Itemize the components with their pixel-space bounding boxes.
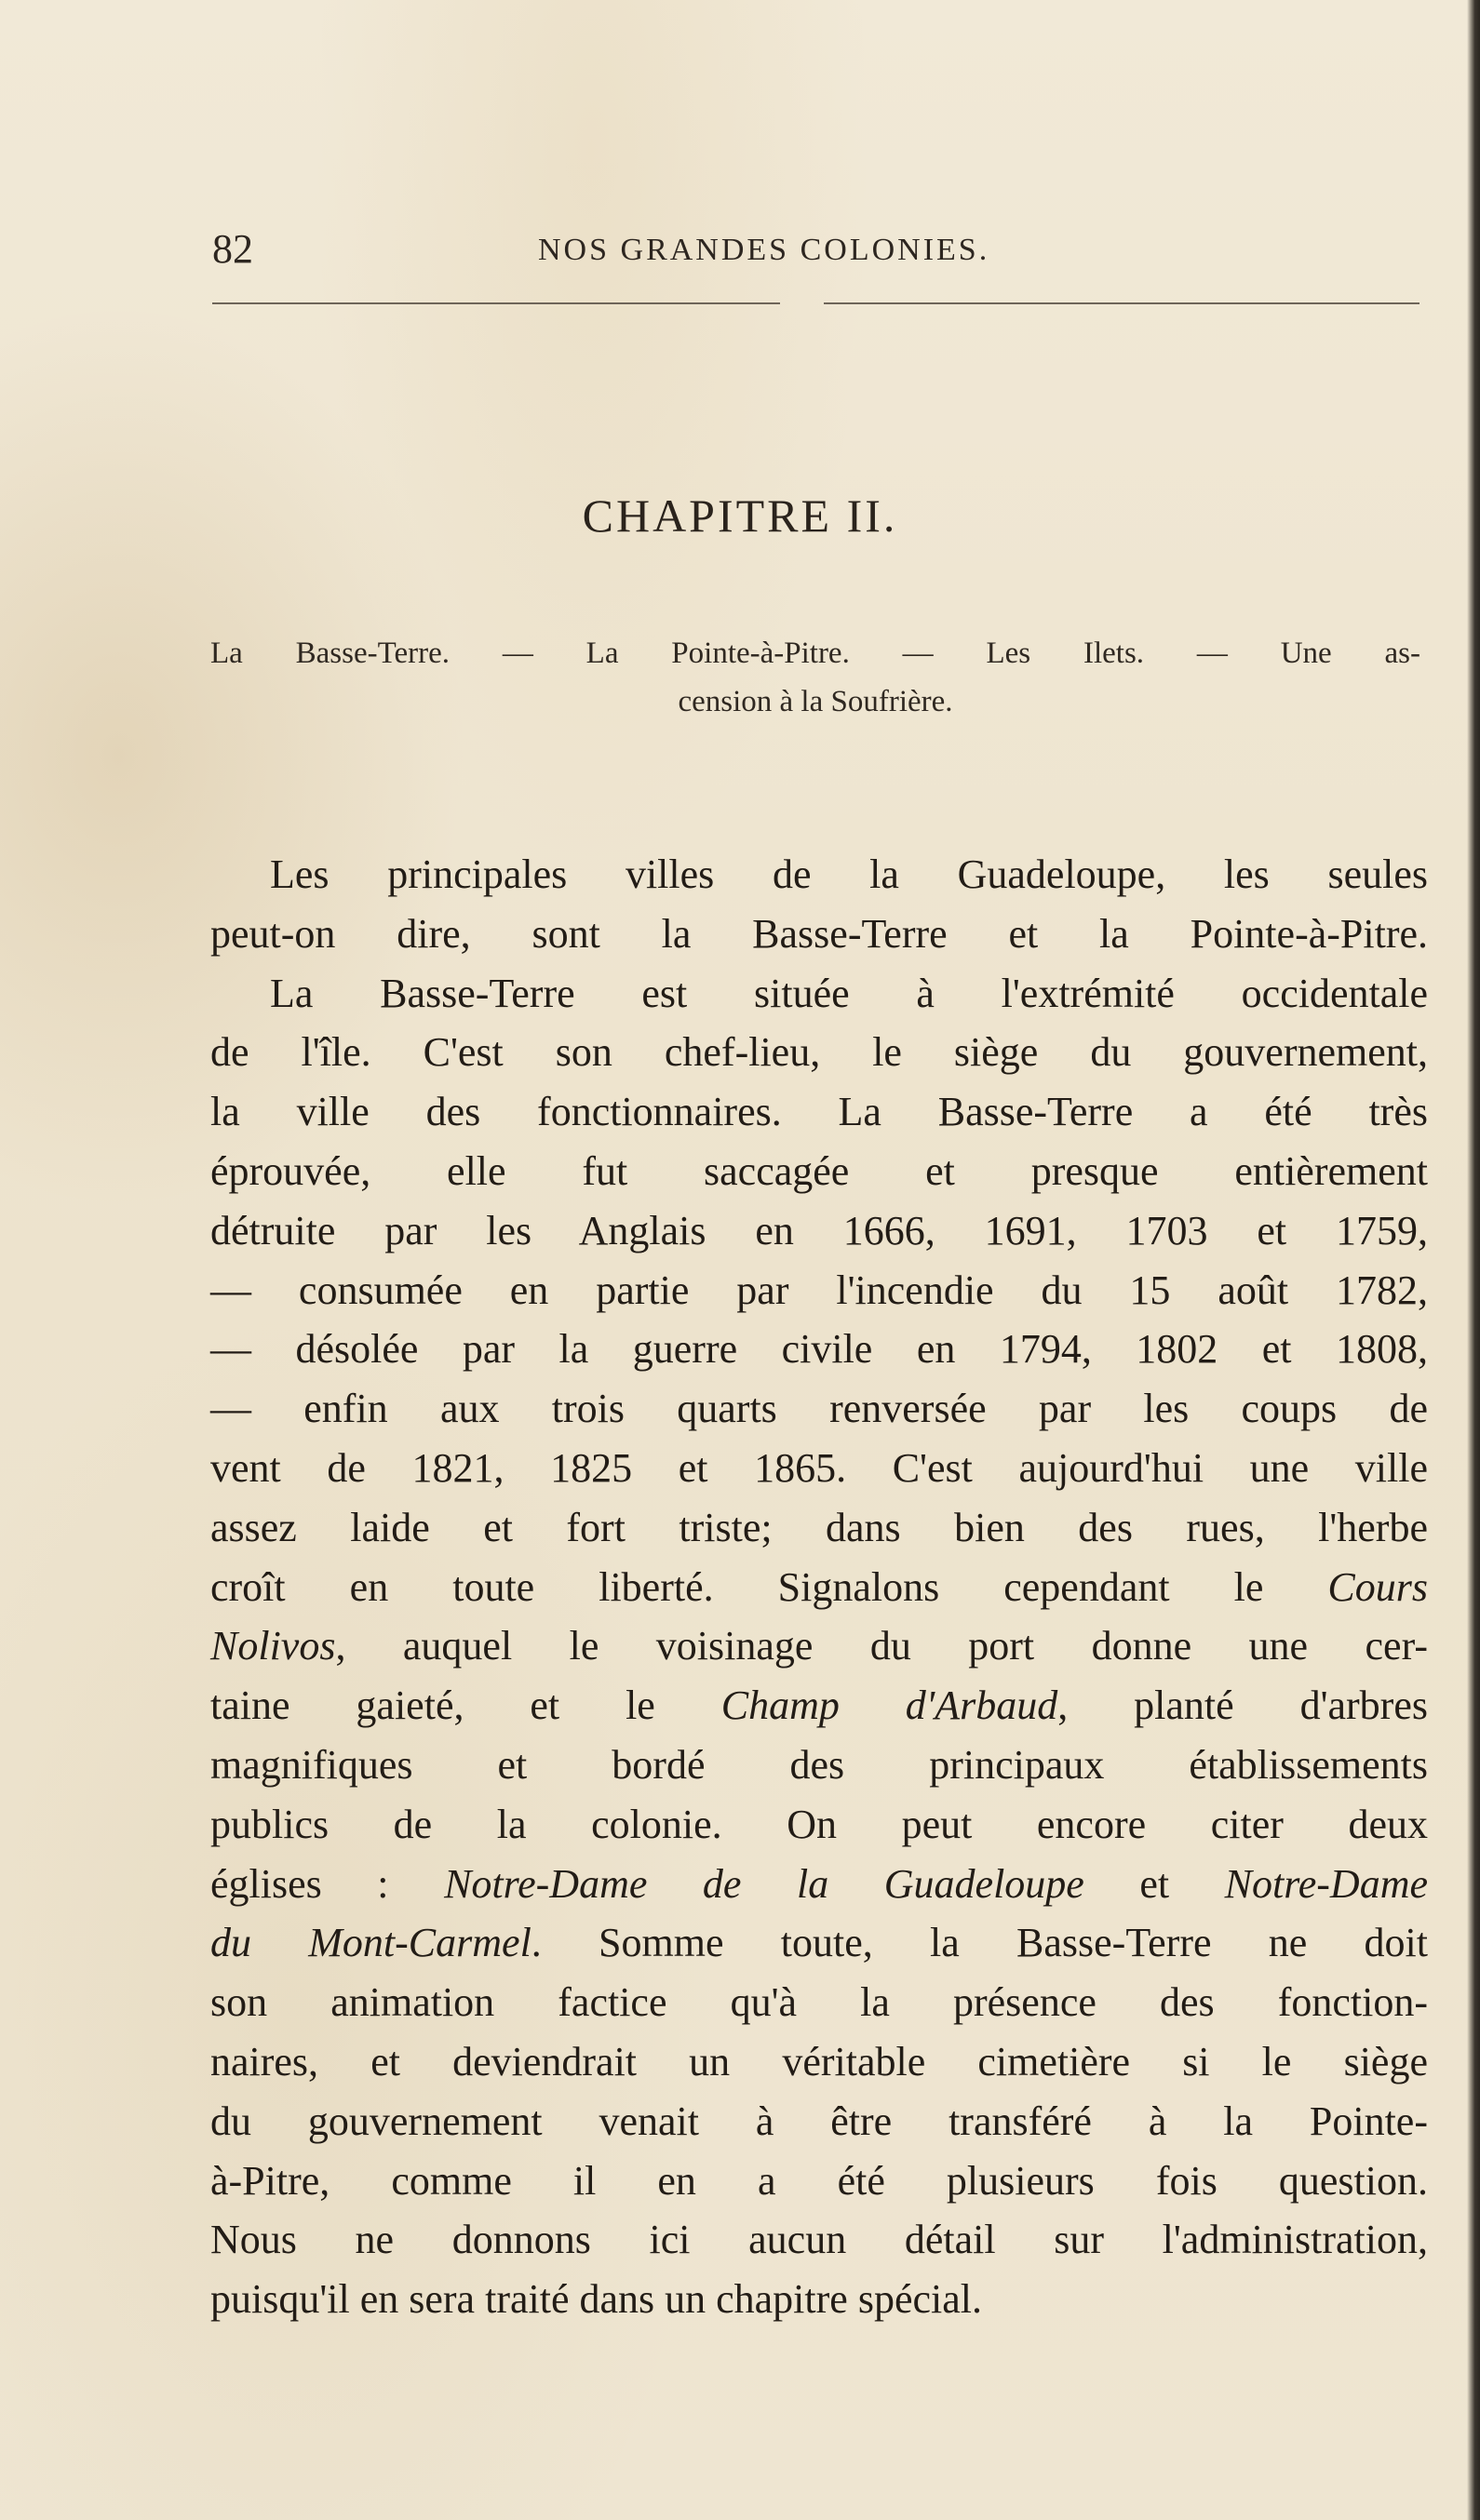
chapter-summary-line-2: cension à la Soufrière. xyxy=(678,685,953,718)
text-line: vent de 1821, 1825 et 1865. C'est aujourd'hui une ville xyxy=(210,1444,1428,1491)
text-line: Les principales villes de la Guadeloupe, les seules xyxy=(270,851,1428,897)
text-line: assez laide et fort triste; dans bien des rues, l'herbe xyxy=(210,1504,1428,1550)
text-line: églises : Notre-Dame de la Guadeloupe et Notre-Dame xyxy=(210,1860,1428,1907)
text-line: Nous ne donnons ici aucun détail sur l'administration, xyxy=(210,2217,1428,2263)
page-edge-shadow xyxy=(1467,0,1480,2520)
italic-place-name: Champ d'Arbaud xyxy=(720,1682,1058,1729)
text-line: son animation factice qu'à la présence des fonction- xyxy=(210,1979,1428,2026)
header-rule-left xyxy=(212,302,780,304)
text-line: la ville des fonctionnaires. La Basse-Terre a été très xyxy=(210,1089,1428,1135)
text-line: publics de la colonie. On peut encore citer deux xyxy=(210,1801,1428,1847)
text-line: du gouvernement venait à être transféré à la Pointe- xyxy=(210,2098,1428,2144)
text-line: — désolée par la guerre civile en 1794, 1802 et 1808, xyxy=(210,1326,1428,1373)
italic-place-name: Nolivos xyxy=(210,1623,336,1669)
italic-place-name: du Mont-Carmel xyxy=(210,1920,531,1966)
text-line: La Basse-Terre est située à l'extrémité occidentale xyxy=(270,970,1428,1016)
text-line: magnifiques et bordé des principaux établissements xyxy=(210,1741,1428,1788)
italic-place-name: Notre-Dame de la Guadeloupe xyxy=(444,1860,1084,1907)
text-line: croît en toute liberté. Signalons cependant le Cours xyxy=(210,1563,1428,1610)
running-head xyxy=(212,225,1413,281)
italic-place-name: Cours xyxy=(1327,1563,1428,1610)
chapter-summary-line-1: La Basse-Terre. — La Pointe-à-Pitre. — Les Ilets. — Une as- xyxy=(210,637,1420,670)
text-line: peut-on dire, sont la Basse-Terre et la Pointe-à-Pitre. xyxy=(210,910,1428,957)
text-line: — enfin aux trois quarts renversée par les coups de xyxy=(210,1386,1428,1432)
body-text xyxy=(210,845,1428,2329)
chapter-title: CHAPITRE II. xyxy=(582,489,898,542)
text-line: puisqu'il en sera traité dans un chapitre spécial. xyxy=(210,2276,982,2323)
text-line: Nolivos, auquel le voisinage du port donne une cer- xyxy=(210,1623,1428,1669)
text-line: détruite par les Anglais en 1666, 1691, 1703 et 1759, xyxy=(210,1207,1428,1253)
text-line: naires, et deviendrait un véritable cimetière si le siège xyxy=(210,2038,1428,2084)
chapter-summary xyxy=(210,629,1420,726)
text-line: du Mont-Carmel. Somme toute, la Basse-Terre ne doit xyxy=(210,1920,1428,1966)
header-rule-right xyxy=(824,302,1419,304)
text-line: taine gaieté, et le Champ d'Arbaud, planté d'arbres xyxy=(210,1682,1428,1729)
page-number: 82 xyxy=(212,226,253,272)
text-line: à-Pitre, comme il en a été plusieurs fois question. xyxy=(210,2157,1428,2204)
text-line: éprouvée, elle fut saccagée et presque entièrement xyxy=(210,1147,1428,1194)
running-title: NOS GRANDES COLONIES. xyxy=(538,233,990,267)
text-line: de l'île. C'est son chef-lieu, le siège du gouvernement, xyxy=(210,1029,1428,1076)
italic-place-name: Notre-Dame xyxy=(1224,1860,1428,1907)
text-line: — consumée en partie par l'incendie du 15 août 1782, xyxy=(210,1267,1428,1313)
